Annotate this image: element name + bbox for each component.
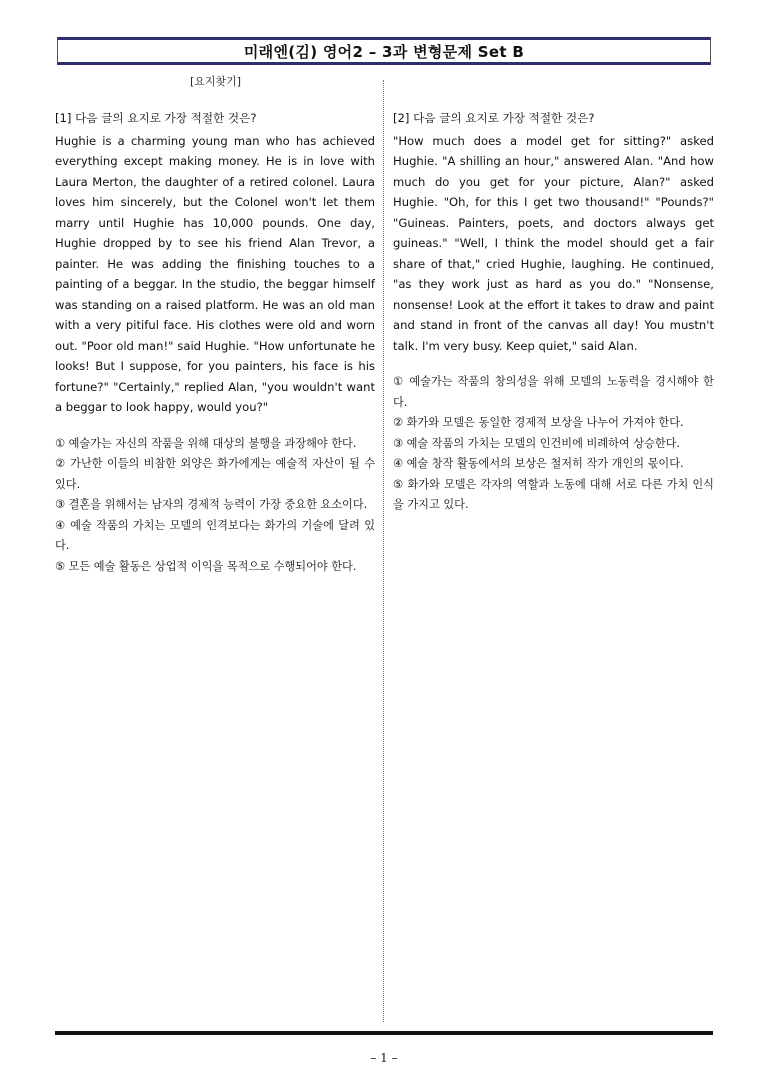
- question-1-passage: Hughie is a charming young man who has achieved everything except making money. He is in love with Laura Merton, the daughter of a retired colonel. Laura loves him sincerely, but the Colonel won't let them marry until Hughie has 10,000 pounds. One day, Hughie dropped by to see his friend Alan Trevor, a painter. He was adding the finishing touches to a painting of a beggar. In the studio, the beggar himself was standing on a raised platform. He was an old man with a very pitiful face. His clothes were old and worn out. "Poor old man!" said Hughie. "How unfortunate he looks! But I suppose, for you painters, his face is his fortune?" "Certainly," replied Alan, "you wouldn't want a beggar to look happy, would you?": [55, 133, 375, 414]
- choice-4[interactable]: ④ 예술 작품의 가치는 모델의 인격보다는 화가의 기술에 달려 있다.: [55, 518, 375, 552]
- question-1-title: [1] 다음 글의 요지로 가장 적절한 것은?: [55, 111, 257, 125]
- choice-2[interactable]: ② 가난한 이들의 비참한 외양은 화가에게는 예술적 자산이 될 수 있다.: [55, 457, 375, 491]
- question-2-choices: [393, 372, 714, 516]
- question-2: [393, 108, 714, 516]
- question-2-passage: "How much does a model get for sitting?" asked Hughie. "A shilling an hour," answered Alan. "And how much do you get for your picture, Alan?" asked Hughie. "Oh, for this I get two thousand!" "Pounds?" "Guineas. Painters, poets, and doctors always get guineas." "Well, I think the model should get a fair share of that," cried Hughie, laughing. He continued, "as they work just as hard as you do." "Nonsense, nonsense! Look at the effort it takes to draw and paint and stand in front of the canvas all day! You mustn't talk. I'm very busy. Keep quiet," said Alan.: [393, 133, 714, 353]
- choice-5[interactable]: ⑤ 모든 예술 활동은 상업적 이익을 목적으로 수행되어야 한다.: [55, 559, 357, 573]
- choice-5[interactable]: ⑤ 화가와 모델은 각자의 역할과 노동에 대해 서로 다른 가치 인식을 가지고 있다.: [393, 477, 714, 511]
- choice-2[interactable]: ② 화가와 모델은 동일한 경제적 보상을 나누어 가져야 한다.: [393, 416, 684, 429]
- choice-3[interactable]: ③ 예술 작품의 가치는 모델의 인건비에 비례하여 상승한다.: [393, 436, 681, 450]
- choice-4[interactable]: ④ 예술 창작 활동에서의 보상은 철저히 작가 개인의 몫이다.: [393, 457, 684, 470]
- choice-3[interactable]: ③ 결혼을 위해서는 남자의 경제적 능력이 가장 중요한 요소이다.: [55, 498, 368, 511]
- footer-rule: [55, 1031, 713, 1035]
- choice-1[interactable]: ① 예술가는 작품의 창의성을 위해 모델의 노동력을 경시해야 한다.: [393, 375, 714, 409]
- section-label: [요지찾기]: [190, 75, 242, 88]
- page-header: [57, 37, 711, 65]
- question-2-title: [2] 다음 글의 요지로 가장 적절한 것은?: [393, 111, 595, 125]
- question-1-choices: [55, 434, 375, 578]
- page-number: – 1 –: [370, 1051, 398, 1065]
- choice-1[interactable]: ① 예술가는 자신의 작품을 위해 대상의 불행을 과장해야 한다.: [55, 436, 357, 450]
- page-title: 미래엔(김) 영어2 – 3과 변형문제 Set B: [243, 42, 525, 61]
- column-divider: [383, 80, 384, 1022]
- question-1: [55, 108, 375, 577]
